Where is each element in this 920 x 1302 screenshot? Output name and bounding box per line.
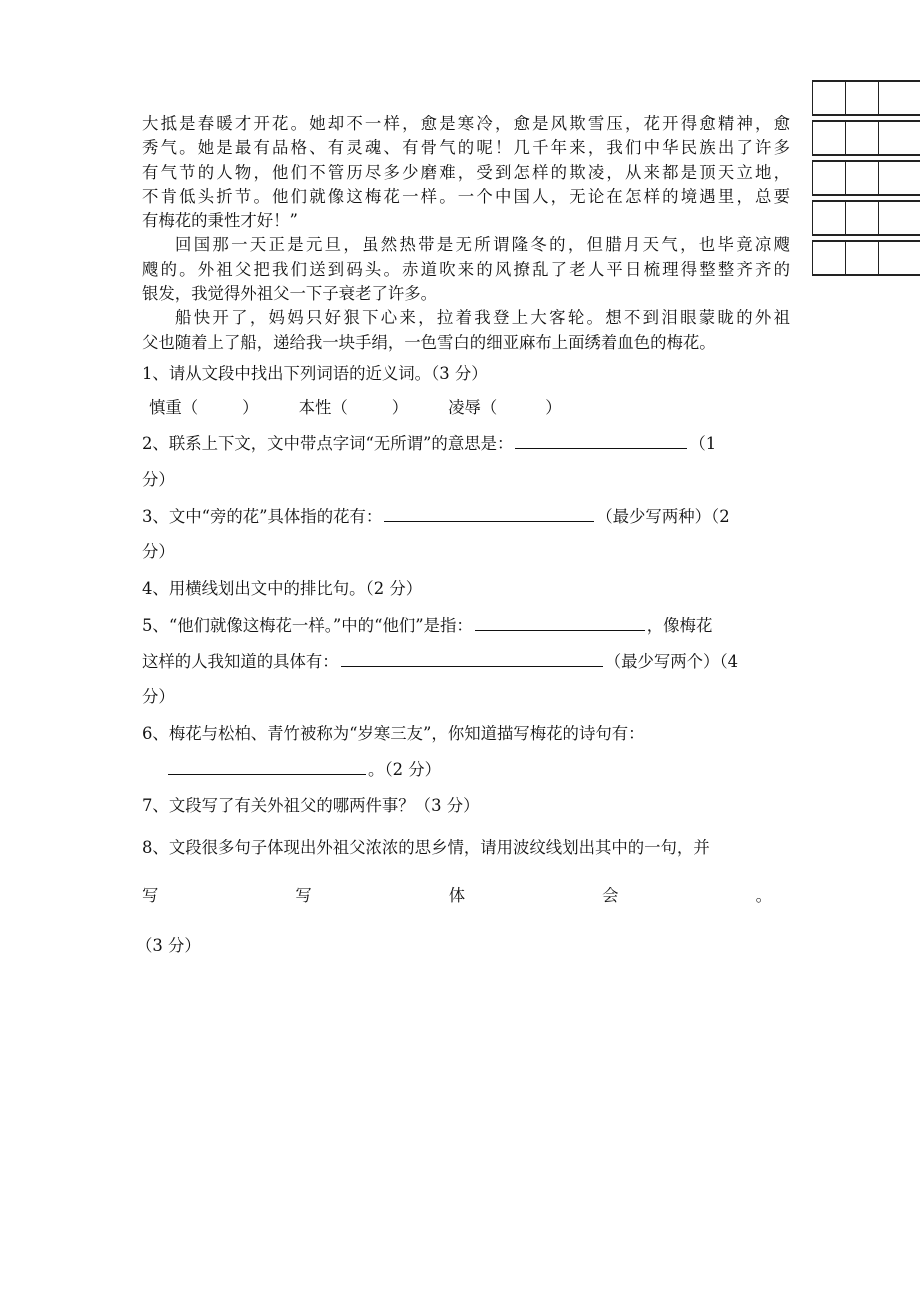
passage-line: 银发，我觉得外祖父一下子衰老了许多。 [142,284,438,304]
q1-item-close: ） [242,398,259,417]
q5-text-cont: ，像梅花 [646,616,713,635]
q2-answer-blank[interactable] [515,432,687,449]
passage-line: 秀气。她是最有品格、有灵魂、有骨气的呢！几千年来，我们中华民族出了许多 [142,138,790,158]
question-8: 8、文段很多句子体现出外祖父浓浓的思乡情，请用波纹线划出其中的一句，并 [142,838,710,857]
grid-row [812,120,920,156]
q8-score: （3 分） [136,936,201,955]
question-2 [142,432,716,456]
q8-char: 写 [142,886,159,905]
q1-item-close: ） [391,398,409,417]
question-4: 4、用横线划出文中的排比句。（2 分） [142,579,423,598]
q2-score: （1 [689,434,717,453]
passage-line: 不肯低头折节。他们就像这梅花一样。一个中国人，无论在怎样的境遇里，总要 [142,186,790,206]
q8-char: 写 [295,886,312,905]
passage-line: 父也随着上了船，递给我一块手绢，一色雪白的细亚麻布上面绣着血色的梅花。 [142,332,716,352]
q8-char: 会 [602,886,619,905]
q1-item-close: ） [545,398,562,417]
question-6-line2 [166,758,441,782]
grid-row [812,80,920,116]
q1-item-label: 慎重（ [149,398,199,417]
q5-score-cont: 分） [142,687,175,706]
passage-line: 飕的。外祖父把我们送到码头。赤道吹来的风撩乱了老人平日梳理得整整齐齐的 [142,259,790,279]
q3-text: 3、文中“旁的花”具体指的花有： [142,507,383,526]
q5-text: 5、“他们就像这梅花一样。”中的“他们”是指： [142,616,473,635]
q2-text: 2、联系上下文，文中带点字词“无所谓”的意思是： [142,434,514,453]
passage-line: 有梅花的秉性才好！” [142,211,298,231]
q8-char: 体 [448,886,466,905]
passage-line: 大抵是春暖才开花。她却不一样，愈是寒冷，愈是风欺雪压，花开得愈精神，愈 [142,114,790,133]
q3-score-cont: 分） [142,542,175,561]
question-5 [142,614,712,638]
q3-answer-blank[interactable] [384,505,594,522]
q6-answer-blank[interactable] [168,758,366,775]
grid-row [812,160,920,196]
grid-row [812,200,920,236]
writing-grid [812,80,920,280]
q2-score-cont: 分） [142,470,175,489]
question-1: 1、请从文段中找出下列词语的近义词。（3 分） [142,364,488,383]
passage-line: 回国那一天正是元旦，虽然热带是无所谓隆冬的，但腊月天气，也毕竟凉飕 [175,235,790,255]
question-6: 6、梅花与松柏、青竹被称为“岁寒三友”，你知道描写梅花的诗句有： [142,724,645,743]
q5-answer-blank-2[interactable] [341,650,603,667]
question-1-items [149,396,562,420]
question-3 [142,505,730,529]
question-7: 7、文段写了有关外祖父的哪两件事？（3 分） [142,796,480,815]
q1-item-label: 凌辱（ [448,398,498,417]
reading-passage [142,112,790,355]
q5-score: （最少写两个）（4 [604,652,739,671]
question-8-line2 [142,884,772,908]
passage-line: 有气节的人物，他们不管历尽多少磨难，受到怎样的欺凌，从来都是顶天立地， [142,162,790,182]
q3-score: （最少写两种）（2 [596,507,730,526]
q6-score: 。（2 分） [368,760,442,779]
passage-line: 船快开了，妈妈只好狠下心来，拉着我登上大客轮。想不到泪眼蒙眬的外祖 [175,308,790,328]
q1-item-label: 本性（ [298,398,348,417]
q5-answer-blank-1[interactable] [475,614,645,631]
q5-text-2: 这样的人我知道的具体有： [142,652,339,671]
grid-row [812,240,920,276]
question-5-line2 [142,650,738,674]
q8-char: 。 [755,886,772,905]
